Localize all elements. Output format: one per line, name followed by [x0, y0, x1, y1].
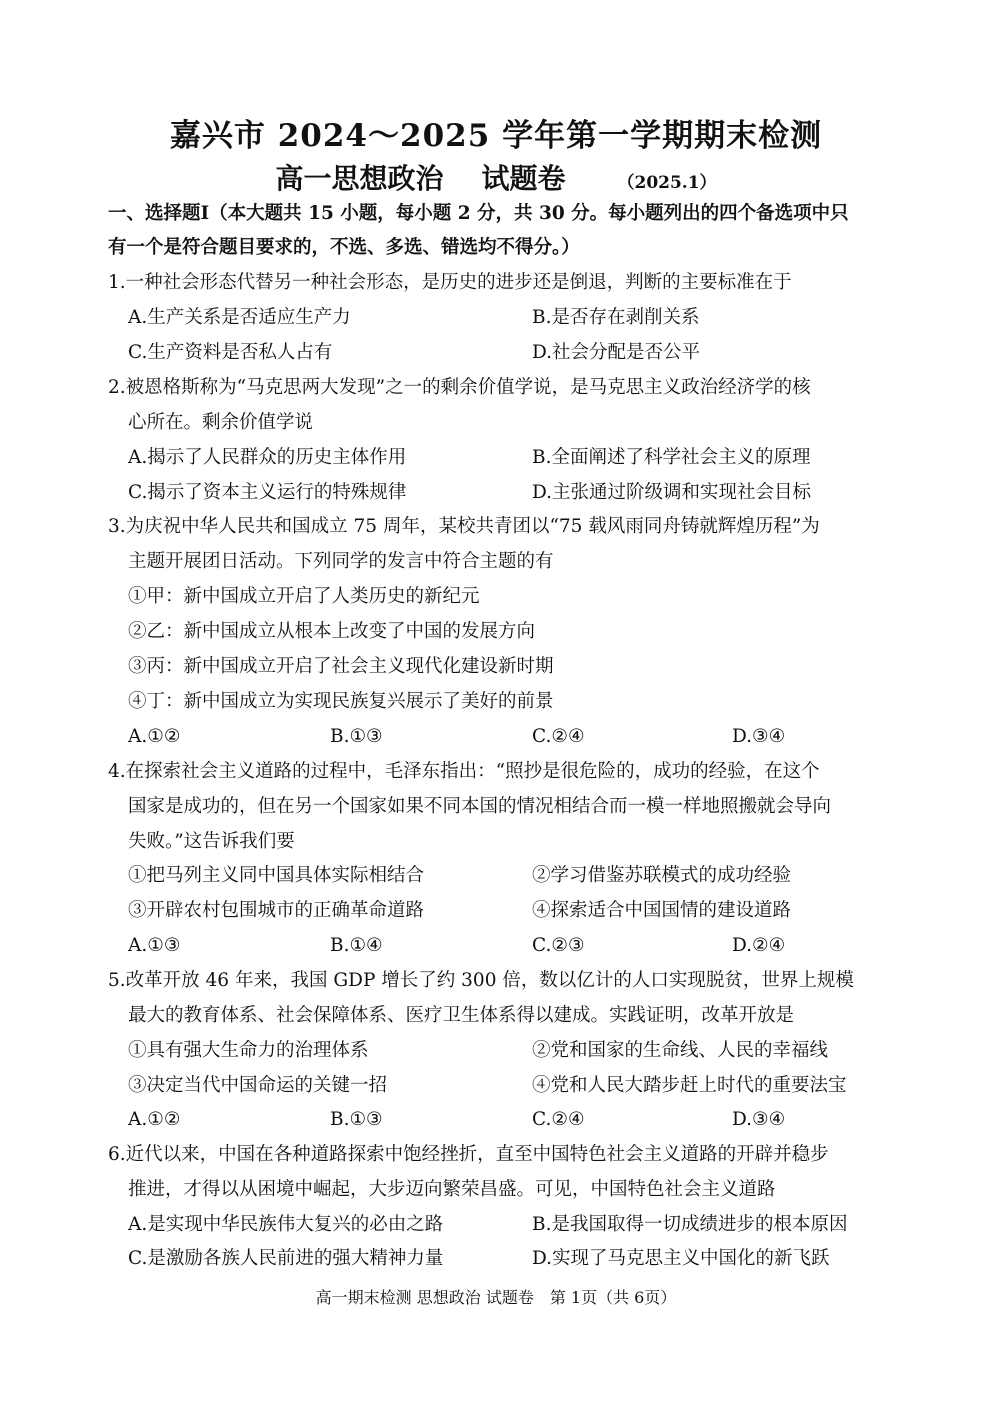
question-6-option-b: B.是我国取得一切成绩进步的根本原因	[532, 1214, 848, 1235]
question-4-option-d: D.②④	[732, 935, 786, 956]
question-5-option-b: B.①③	[330, 1109, 383, 1130]
question-4-stem-line-3: 失败。”这告诉我们要	[128, 831, 295, 852]
question-5-statement-4: ④党和人民大踏步赶上时代的重要法宝	[532, 1075, 847, 1096]
question-5-option-d: D.③④	[732, 1109, 786, 1130]
question-1-option-d: D.社会分配是否公平	[532, 342, 701, 363]
question-4-statement-3: ③开辟农村包围城市的正确革命道路	[128, 900, 425, 921]
question-6-stem-line-2: 推进，才得以从困境中崛起，大步迈向繁荣昌盛。可见，中国特色社会主义道路	[128, 1179, 776, 1200]
question-3-option-d: D.③④	[732, 726, 786, 747]
question-5-option-c: C.②④	[532, 1109, 585, 1130]
question-1-option-c: C.生产资料是否私人占有	[128, 342, 333, 363]
question-3-stem-line-2: 主题开展团日活动。下列同学的发言中符合主题的有	[128, 551, 554, 572]
question-3-statement-3: ③丙：新中国成立开启了社会主义现代化建设新时期	[128, 656, 554, 677]
question-5-statement-1: ①具有强大生命力的治理体系	[128, 1040, 369, 1061]
question-5-option-a: A.①②	[128, 1109, 181, 1130]
question-4-option-a: A.①③	[128, 935, 181, 956]
question-3-option-a: A.①②	[128, 726, 181, 747]
subject-label: 高一思想政治	[275, 162, 444, 195]
question-4-statement-2: ②学习借鉴苏联模式的成功经验	[532, 865, 792, 886]
question-4-statement-1: ①把马列主义同中国具体实际相结合	[128, 865, 425, 886]
question-3-statement-4: ④丁：新中国成立为实现民族复兴展示了美好的前景	[128, 691, 554, 712]
question-4-option-b: B.①④	[330, 935, 383, 956]
question-1-option-a: A.生产关系是否适应生产力	[128, 307, 351, 328]
question-3-option-c: C.②④	[532, 726, 585, 747]
section-heading-line-1: 一、选择题Ⅰ（本大题共 15 小题，每小题 2 分，共 30 分。每小题列出的四个备选项中只	[108, 203, 849, 224]
question-1-option-b: B.是否存在剥削关系	[532, 307, 700, 328]
question-3-stem-line-1: 3.为庆祝中华人民共和国成立 75 周年，某校共青团以“75 载风雨同舟铸就辉煌历程”为	[108, 516, 820, 537]
question-6-option-d: D.实现了马克思主义中国化的新飞跃	[532, 1248, 830, 1269]
page-footer: 高一期末检测 思想政治 试题卷 第 1页（共 6页）	[315, 1288, 677, 1307]
question-4-stem-line-2: 国家是成功的，但在另一个国家如果不同本国的情况相结合而一模一样地照搬就会导向	[128, 796, 832, 817]
question-3-statement-1: ①甲：新中国成立开启了人类历史的新纪元	[128, 586, 480, 607]
question-4-statement-4: ④探索适合中国国情的建设道路	[532, 900, 792, 921]
question-2-stem-line-1: 2.被恩格斯称为“马克思两大发现”之一的剩余价值学说，是马克思主义政治经济学的核	[108, 377, 811, 398]
question-6-stem-line-1: 6.近代以来，中国在各种道路探索中饱经挫折，直至中国特色社会主义道路的开辟并稳步	[108, 1144, 829, 1165]
exam-date: （2025.1）	[617, 173, 717, 193]
question-2-option-c: C.揭示了资本主义运行的特殊规律	[128, 482, 407, 503]
question-5-stem-line-1: 5.改革开放 46 年来，我国 GDP 增长了约 300 倍，数以亿计的人口实现脱贫，世界上规模	[108, 970, 854, 991]
question-5-stem-line-2: 最大的教育体系、社会保障体系、医疗卫生体系得以建成。实践证明，改革开放是	[128, 1005, 795, 1026]
question-4-option-c: C.②③	[532, 935, 585, 956]
question-2-stem-line-2: 心所在。剩余价值学说	[128, 412, 314, 433]
question-3-statement-2: ②乙：新中国成立从根本上改变了中国的发展方向	[128, 621, 536, 642]
question-3-option-b: B.①③	[330, 726, 383, 747]
exam-subtitle	[0, 157, 992, 197]
question-5-statement-2: ②党和国家的生命线、人民的幸福线	[532, 1040, 829, 1061]
question-6-option-a: A.是实现中华民族伟大复兴的必由之路	[128, 1214, 444, 1235]
question-2-option-a: A.揭示了人民群众的历史主体作用	[128, 447, 407, 468]
question-1-stem: 1.一种社会形态代替另一种社会形态，是历史的进步还是倒退，判断的主要标准在于	[108, 272, 792, 293]
section-heading-line-2: 有一个是符合题目要求的，不选、多选、错选均不得分。）	[108, 237, 580, 258]
question-2-option-d: D.主张通过阶级调和实现社会目标	[532, 482, 812, 503]
question-6-option-c: C.是激励各族人民前进的强大精神力量	[128, 1248, 444, 1269]
paper-type-label: 试题卷	[481, 162, 566, 195]
question-5-statement-3: ③决定当代中国命运的关键一招	[128, 1075, 388, 1096]
exam-title: 嘉兴市 2024～2025 学年第一学期期末检测	[169, 118, 823, 154]
question-4-stem-line-1: 4.在探索社会主义道路的过程中，毛泽东指出：“照抄是很危险的，成功的经验，在这个	[108, 761, 820, 782]
question-2-option-b: B.全面阐述了科学社会主义的原理	[532, 447, 811, 468]
